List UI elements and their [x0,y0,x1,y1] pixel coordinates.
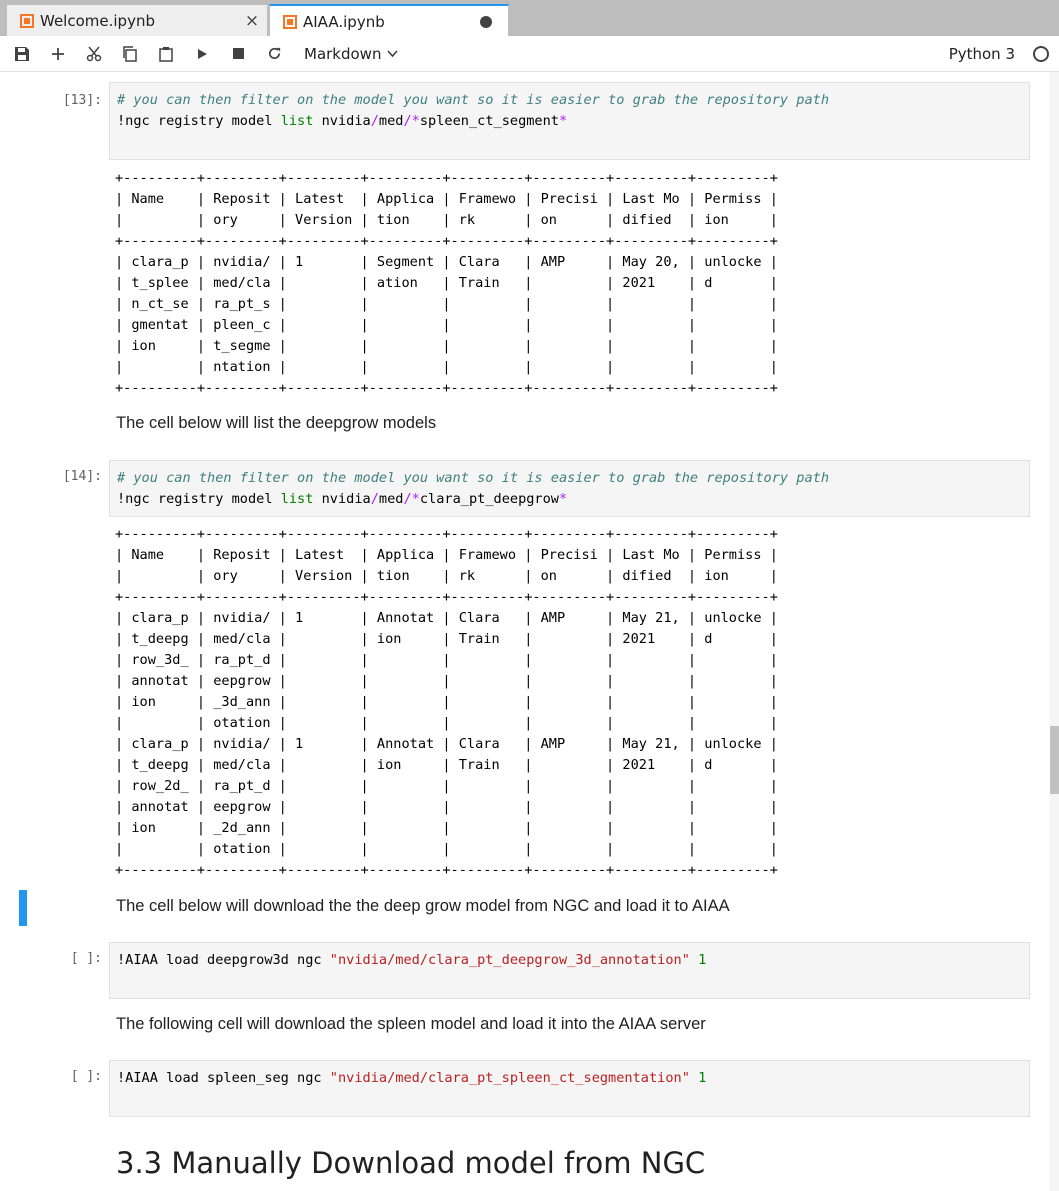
copy-button[interactable] [112,36,148,72]
scrollbar-thumb[interactable] [1050,726,1059,794]
tab-welcome[interactable] [6,4,268,36]
code-text: clara_pt_deepgrow [419,491,559,507]
kernel-name[interactable]: Python 3 [948,45,1015,63]
code-text: med [378,113,404,129]
cell-prompt: [ ]: [70,1069,102,1084]
section-heading: 3.3 Manually Download model from NGC [116,1146,706,1180]
code-keyword: list [280,491,314,507]
code-cell-input[interactable] [109,942,1030,999]
code-text: !AIAA load spleen_seg ngc [117,1070,330,1086]
paste-button[interactable] [148,36,184,72]
code-operator: / [370,113,379,129]
cell-prompt: [14]: [62,469,102,484]
tab-label: Welcome.ipynb [40,11,155,30]
code-keyword: list [280,113,314,129]
paste-icon [158,46,174,62]
restart-icon [267,46,282,61]
markdown-text: The following cell will download the spleen model and load it into the AIAA server [116,1015,706,1033]
tab-aiaa[interactable] [269,4,509,37]
code-text: !ngc registry model [117,491,281,507]
code-operator: / [370,491,379,507]
notebook-icon [283,15,297,29]
vertical-scrollbar[interactable] [1050,72,1059,1191]
notebook-toolbar [0,36,1059,72]
add-icon [51,47,65,61]
unsaved-dot-icon[interactable] [480,16,492,28]
code-comment: # you can then filter on the model you want so it is easier to grab the repository path [117,92,830,108]
cell-type-select[interactable] [304,45,398,63]
copy-icon [122,46,138,62]
markdown-text: The cell below will list the deepgrow models [116,414,437,432]
markdown-text[interactable]: The cell below will download the the deep grow model from NGC and load it to AIAA [116,897,730,915]
restart-button[interactable] [256,36,292,72]
code-operator: /* [403,113,420,129]
code-operator: * [559,113,568,129]
code-text: nvidia [313,491,371,507]
save-icon [14,46,30,62]
cut-button[interactable] [76,36,112,72]
code-number: 1 [698,1070,707,1086]
code-text: !AIAA load deepgrow3d ngc [117,952,330,968]
run-button[interactable] [184,36,220,72]
stop-button[interactable] [220,36,256,72]
code-text: nvidia [313,113,371,129]
run-icon [196,48,208,60]
cell-output-table: +---------+---------+---------+---------+---------+---------+---------+---------+ | Name | Reposit | Latest | Applica | Framewo | Precisi | Last Mo | Permiss | | | ory | Version | tion | rk | on | dified | ion | +---------+---------+---------+---------+---------+---------+---------+---------+ | clara_p | nvidia/ | 1 | Segment | Clara | AMP | May 20, | unlocke | | t_splee | med/cla | | ation | Train | | 2021 | d | | n_ct_se | ra_pt_s | | | | | | | | gmentat | pleen_c | | | | | | | | ion | t_segme | | | | | | | | | ntation | | | | | | | +---------+---------+---------+---------+---------+---------+---------+---------+ [115,170,778,396]
cell-prompt: [ ]: [70,951,102,966]
notebook-panel [0,72,1059,1191]
code-text: med [378,491,404,507]
code-cell-input[interactable] [109,460,1030,517]
code-operator: /* [403,491,420,507]
code-number: 1 [698,952,707,968]
add-cell-button[interactable] [40,36,76,72]
tab-label: AIAA.ipynb [303,12,385,31]
kernel-idle-icon [1033,46,1049,62]
stop-icon [233,48,244,59]
code-comment: # you can then filter on the model you want so it is easier to grab the repository path [117,470,830,486]
chevron-down-icon [387,50,398,58]
notebook-icon [20,14,34,28]
tab-bar [0,0,1059,36]
cell-output-table: +---------+---------+---------+---------+---------+---------+---------+---------+ | Name | Reposit | Latest | Applica | Framewo | Precisi | Last Mo | Permiss | | | ory | Version | tion | rk | on | dified | ion | +---------+---------+---------+---------+---------+---------+---------+---------+ | clara_p | nvidia/ | 1 | Annotat | Clara | AMP | May 21, | unlocke | | t_deepg | med/cla | | ion | Train | | 2021 | d | | row_3d_ | ra_pt_d | | | | | | | | annotat | eepgrow | | | | | | | | ion | _3d_ann | | | | | | | | | otation | | | | | | | | clara_p | nvidia/ | 1 | Annotat | Clara | AMP | May 21, | unlocke | | t_deepg | med/cla | | ion | Train | | 2021 | d | | row_2d_ | ra_pt_d | | | | | | | | annotat | eepgrow | | | | | | | | ion | _2d_ann | | | | | | | | | otation | | | | | | | +---------+---------+---------+---------+---------+---------+---------+---------+ [115,526,778,878]
code-cell-input[interactable] [109,82,1030,160]
code-cell-input[interactable] [109,1060,1030,1117]
cut-icon [86,46,102,62]
code-text: spleen_ct_segment [419,113,559,129]
code-operator: * [559,491,568,507]
code-string: "nvidia/med/clara_pt_spleen_ct_segmentation" [329,1070,690,1086]
code-text: !ngc registry model [117,113,281,129]
cell-prompt: [13]: [62,93,102,108]
active-cell-marker [19,890,27,926]
code-string: "nvidia/med/clara_pt_deepgrow_3d_annotation" [329,952,690,968]
close-icon[interactable]: × [244,10,260,31]
cell-type-value: Markdown [304,44,382,63]
save-button[interactable] [4,36,40,72]
